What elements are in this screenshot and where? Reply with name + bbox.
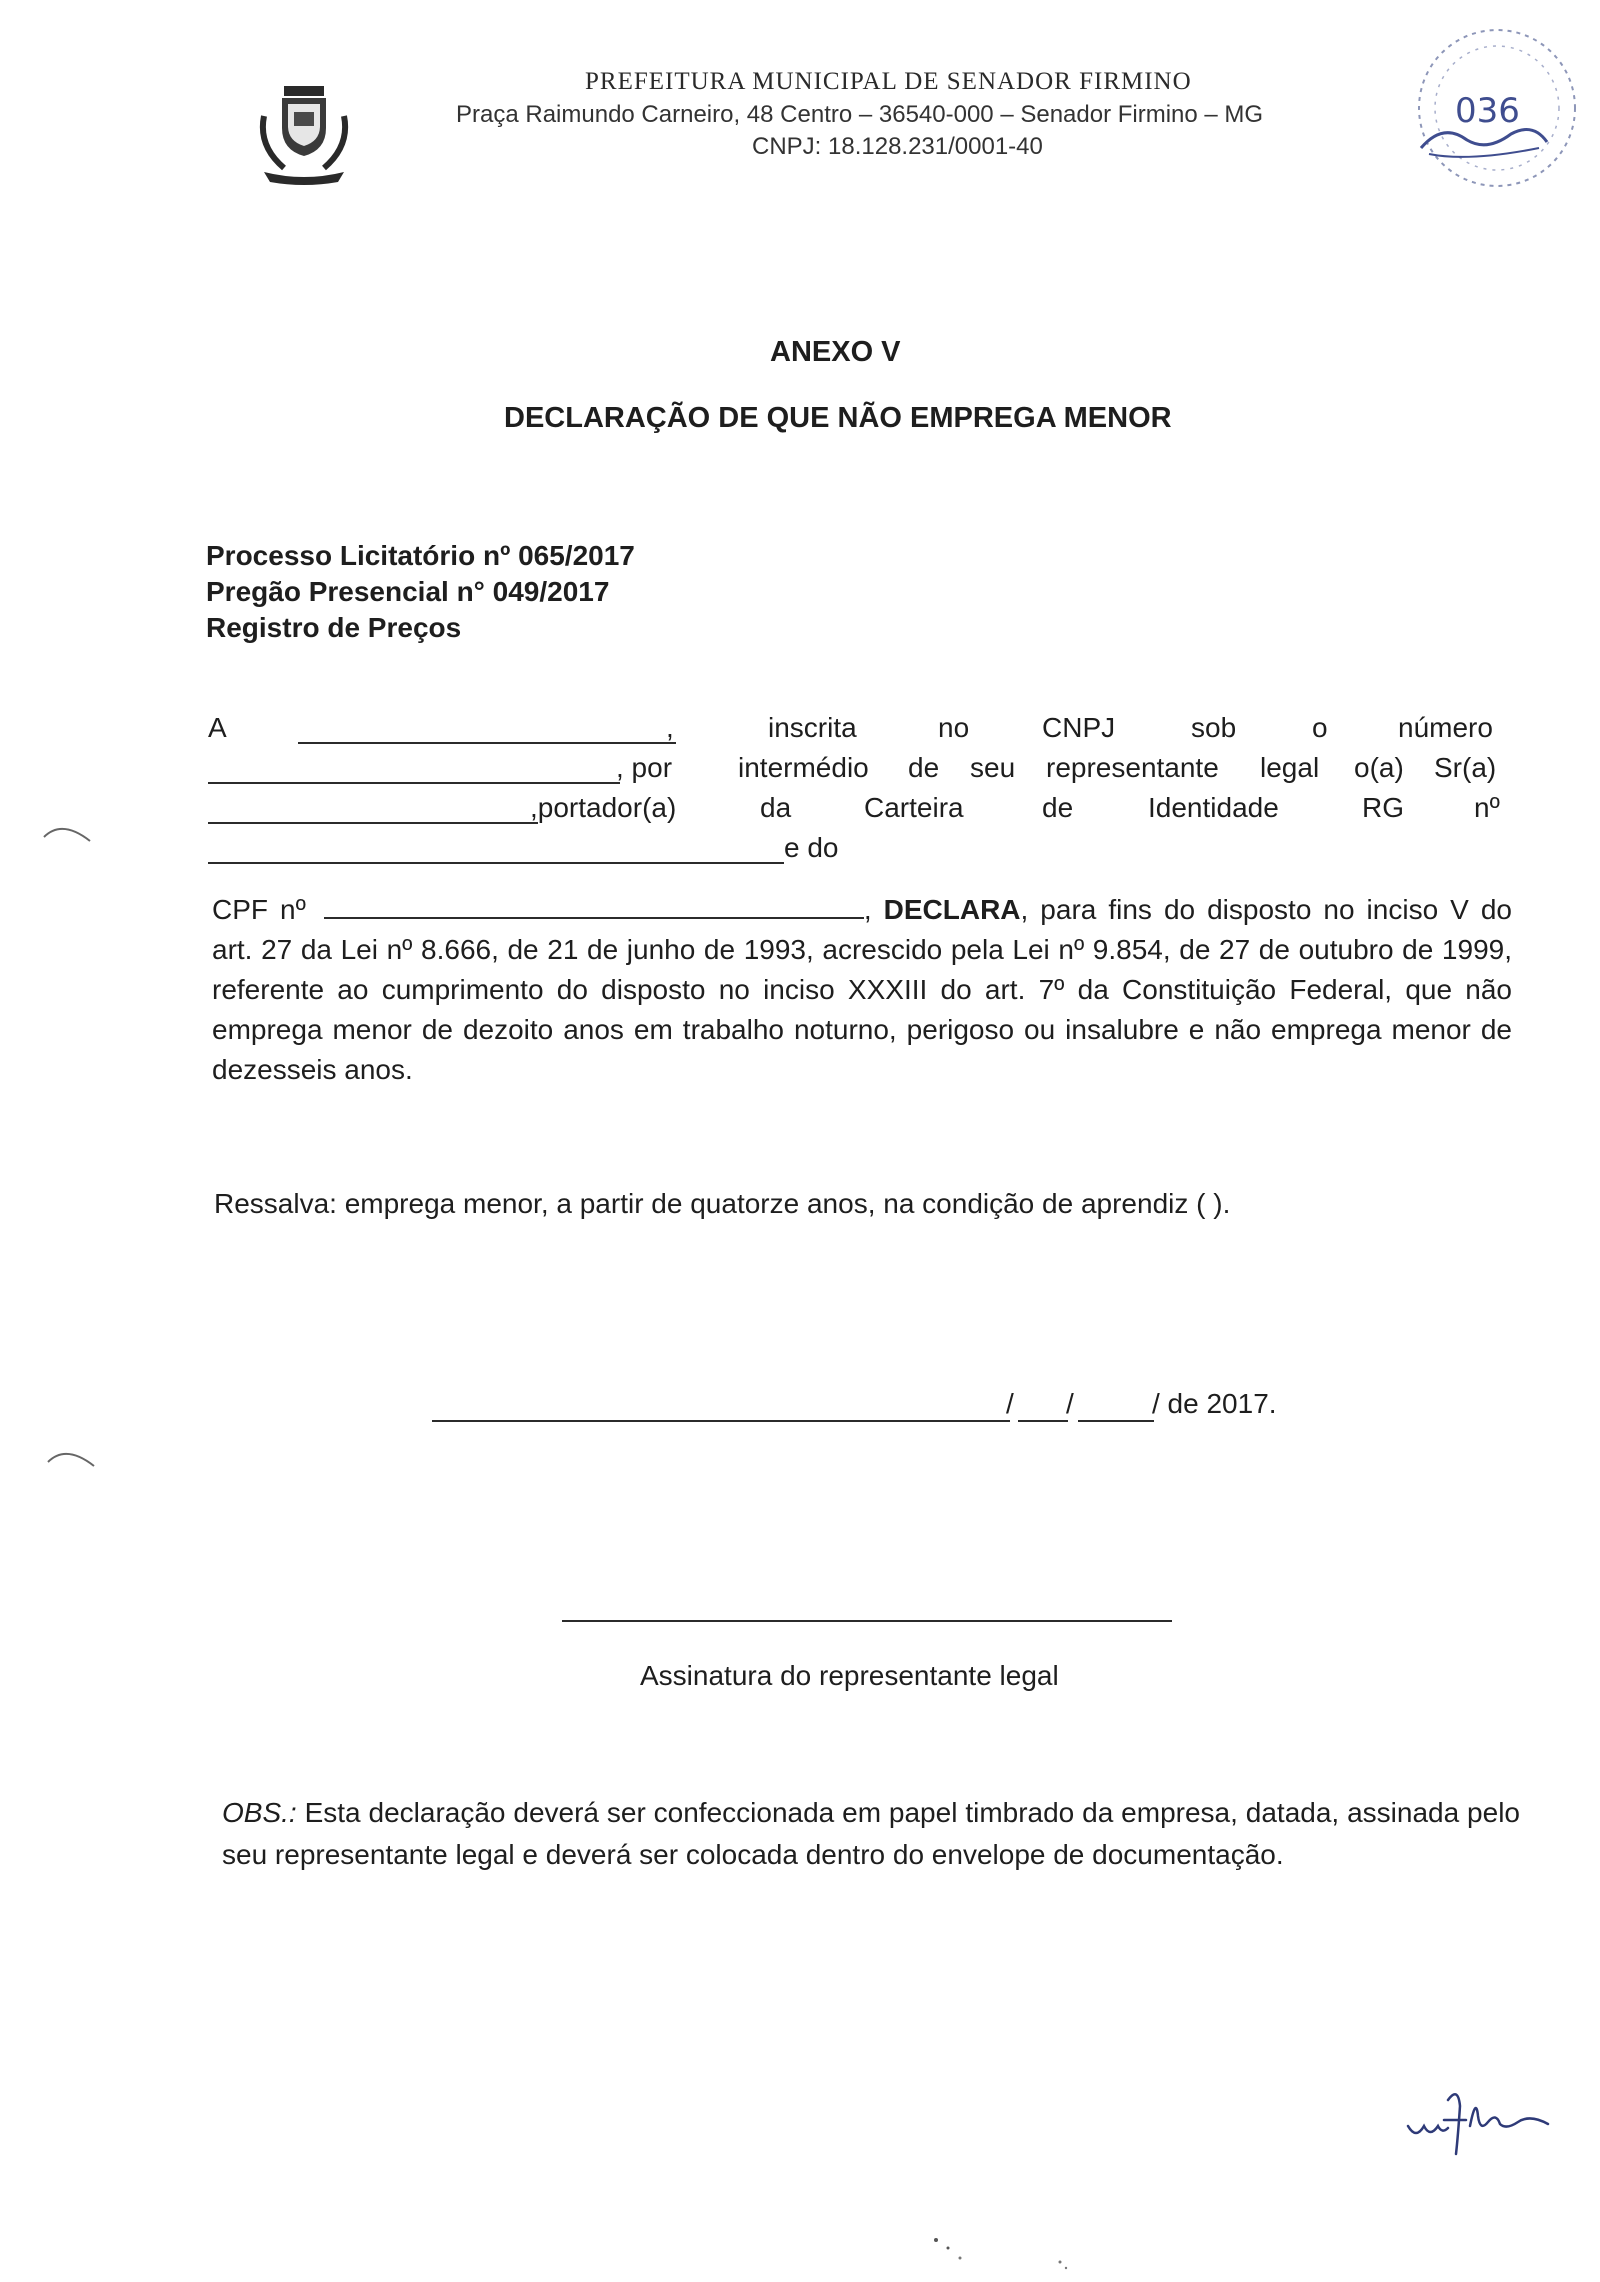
form-word: intermédio	[738, 752, 869, 783]
handwritten-initials	[1400, 2080, 1590, 2160]
process-line-2: Pregão Presencial n° 049/2017	[206, 576, 610, 607]
declaration-paragraph	[212, 890, 1512, 1090]
cpf-number-blank[interactable]	[324, 895, 864, 919]
declaration-title: DECLARAÇÃO DE QUE NÃO EMPREGA MENOR	[504, 402, 1172, 434]
form-word: CNPJ	[1042, 712, 1116, 743]
header-address: Praça Raimundo Carneiro, 48 Centro – 36540-000 – Senador Firmino – MG	[456, 101, 1264, 128]
date-year-suffix: / de 2017.	[1152, 1388, 1277, 1419]
company-name-blank[interactable]	[298, 742, 676, 744]
process-line-3: Registro de Preços	[206, 612, 462, 643]
signature-blank[interactable]	[562, 1620, 1172, 1622]
form-word: Identidade	[1148, 792, 1279, 823]
form-word: ,	[666, 712, 674, 743]
form-word: Carteira	[864, 792, 964, 823]
page-number-stamp: 036	[1455, 91, 1520, 131]
cnpj-number-blank[interactable]	[208, 782, 620, 784]
form-word: representante	[1046, 752, 1219, 783]
cpf-label: CPF nº	[212, 894, 306, 925]
day-blank[interactable]	[1018, 1420, 1068, 1422]
scan-mark	[44, 1440, 104, 1470]
form-word: o(a)	[1354, 752, 1404, 783]
scan-mark	[40, 815, 100, 845]
form-word: Sr(a)	[1434, 752, 1497, 783]
form-word: sob	[1191, 712, 1237, 743]
header-institution: PREFEITURA MUNICIPAL DE SENADOR FIRMINO	[585, 68, 1192, 95]
rg-number-blank[interactable]	[208, 862, 784, 864]
ressalva-text: Ressalva: emprega menor, a partir de quatorze anos, na condição de aprendiz ( ).	[214, 1188, 1231, 1219]
form-word: inscrita	[768, 712, 857, 743]
form-word: no	[938, 712, 970, 743]
obs-text: Esta declaração deverá ser confeccionada em papel timbrado da empresa, datada, assinada pelo seu representante legal e deverá ser colocada dentro do envelope de documentação.	[222, 1797, 1520, 1870]
scan-specks	[930, 2234, 1080, 2274]
obs-note	[222, 1792, 1520, 1876]
form-word: de	[908, 752, 940, 783]
annex-title: ANEXO V	[770, 336, 901, 368]
municipal-crest-icon	[254, 76, 354, 188]
declara-prefix: ,	[863, 894, 884, 925]
date-slash: /	[1066, 1388, 1074, 1419]
form-word: de	[1042, 792, 1074, 823]
signature-label: Assinatura do representante legal	[640, 1660, 1059, 1691]
form-word: ,portador(a)	[530, 792, 677, 823]
form-word: número	[1398, 712, 1493, 743]
form-word: e do	[784, 832, 839, 863]
place-blank[interactable]	[432, 1420, 1010, 1422]
declaration-text: , para fins do disposto no inciso V do art. 27 da Lei nº 8.666, de 21 de junho de 1993, acrescido pela Lei nº 9.854, de 27 de outubro de 1999, referente ao cumprimento do disposto no inciso XXXIII do art. 7º da Constituição Federal, que não emprega menor de dezoito anos em trabalho noturno, perigoso ou insalubre e não emprega menor de dezesseis anos.	[212, 894, 1512, 1085]
process-line-1: Processo Licitatório nº 065/2017	[206, 540, 635, 571]
month-blank[interactable]	[1078, 1420, 1154, 1422]
date-slash: /	[1006, 1388, 1014, 1419]
page-stamp	[1385, 20, 1595, 200]
form-word: A	[208, 712, 227, 743]
form-word: RG	[1362, 792, 1404, 823]
declara-keyword: DECLARA	[883, 894, 1021, 925]
form-word: o	[1312, 712, 1328, 743]
form-word: legal	[1260, 752, 1320, 783]
form-word: da	[760, 792, 792, 823]
header-cnpj: CNPJ: 18.128.231/0001-40	[752, 133, 1043, 160]
obs-label: OBS.:	[222, 1797, 297, 1828]
form-word: nº	[1474, 792, 1500, 823]
representative-name-blank[interactable]	[208, 822, 538, 824]
form-word: seu	[970, 752, 1016, 783]
form-word: , por	[616, 752, 673, 783]
